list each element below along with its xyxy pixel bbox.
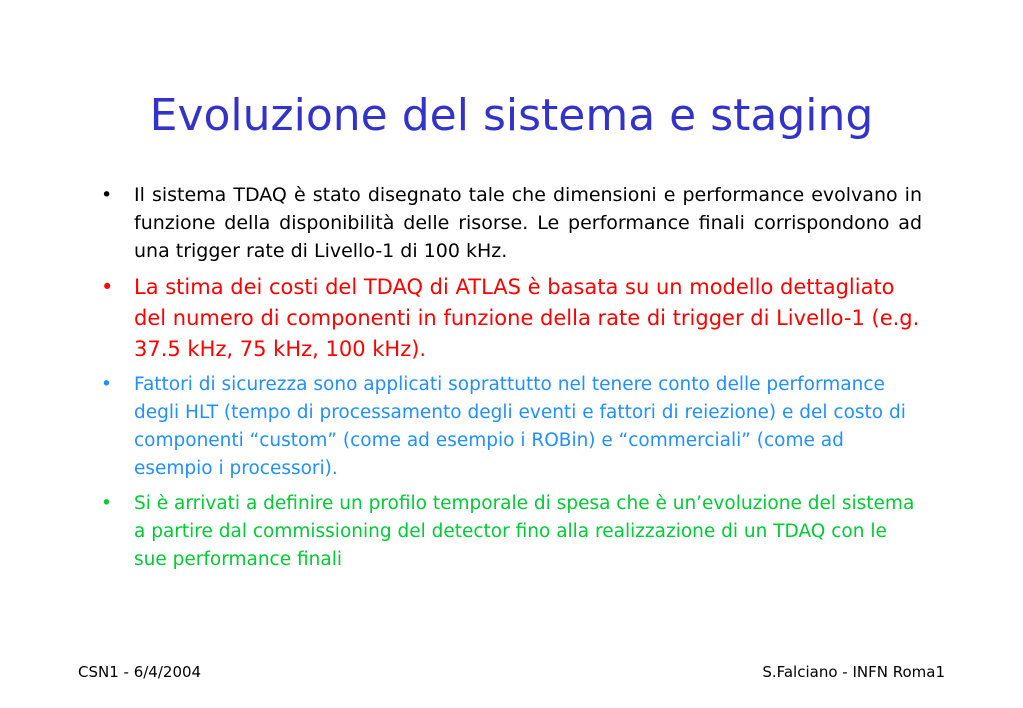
- bullet-marker: •: [101, 275, 114, 299]
- bullet-item-2: [100, 272, 922, 365]
- bullet-text-1: Il sistema TDAQ è stato disegnato tale che dimensioni e performance evolvano in funzione della disponibilità delle risorse. Le performance finali corrispondono ad una trigger rate di Livello-1 di 100 kHz.: [134, 184, 922, 262]
- bullet-text-3: Fattori di sicurezza sono applicati soprattutto nel tenere conto delle performance degli HLT (tempo di processamento degli eventi e fattori di reiezione) e del costo di componenti “custom” (come ad esempio i ROBin) e “commerciali” (come ad esempio i processori).: [134, 374, 906, 479]
- bullet-item-3: [100, 371, 922, 483]
- bullet-marker: •: [101, 184, 113, 206]
- bullet-list: [100, 181, 922, 574]
- slide-title: Evoluzione del sistema e staging: [149, 90, 874, 141]
- bullet-text-2: La stima dei costi del TDAQ di ATLAS è basata su un modello dettagliato del numero di componenti in funzione della rate di trigger di Livello-1 (e.g. 37.5 kHz, 75 kHz, 100 kHz).: [134, 275, 920, 361]
- bullet-marker: •: [101, 374, 112, 395]
- bullet-marker: •: [101, 493, 112, 514]
- bullet-text-4: Si è arrivati a definire un profilo temporale di spesa che è un’evoluzione del sistema a partire dal commissioning del detector fino alla realizzazione di un TDAQ con le sue performance finali: [134, 493, 915, 570]
- footer-date: CSN1 - 6/4/2004: [78, 663, 202, 681]
- bullet-item-1: [100, 181, 922, 265]
- footer-author: S.Falciano - INFN Roma1: [762, 663, 945, 681]
- bullet-item-4: [100, 490, 922, 574]
